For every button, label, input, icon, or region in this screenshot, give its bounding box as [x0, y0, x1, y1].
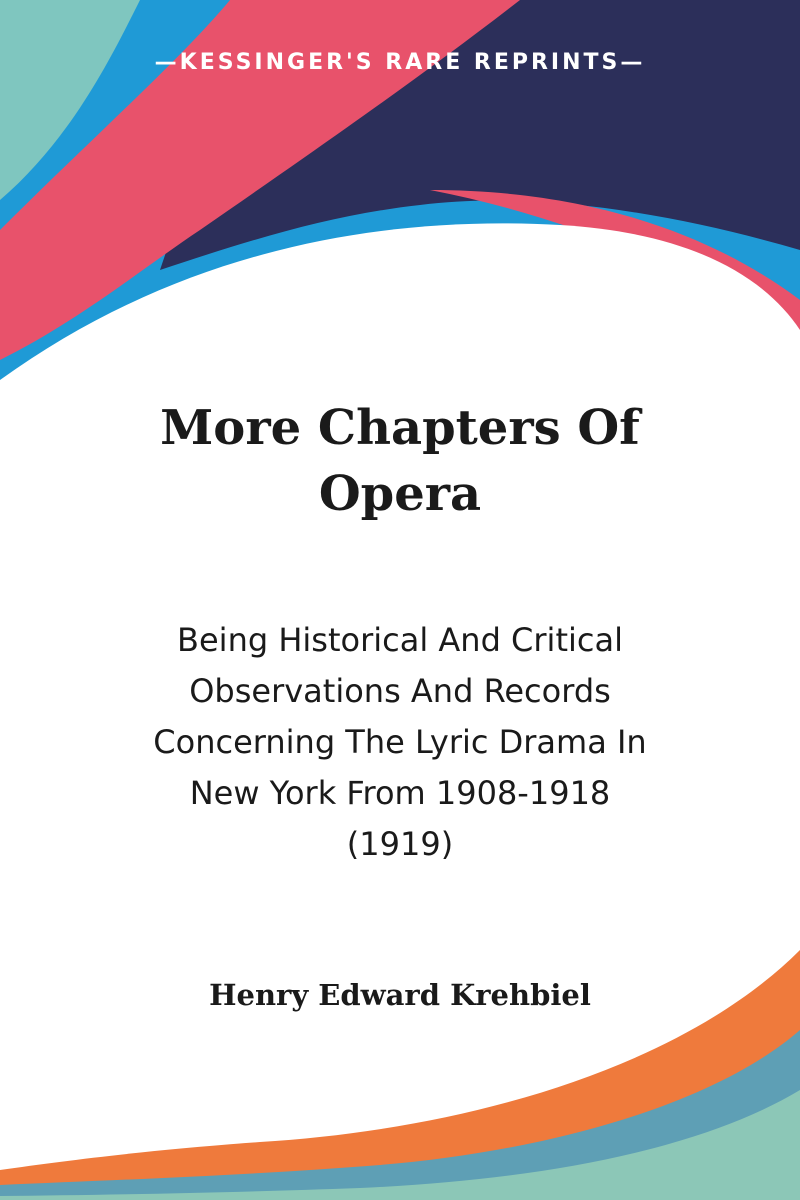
book-title [60, 395, 740, 527]
publisher-banner-text: KESSINGER'S RARE REPRINTS [179, 50, 621, 75]
book-subtitle-line-1: Being Historical And Critical [177, 621, 623, 659]
book-subtitle-line-4: New York From 1908-1918 [189, 774, 611, 812]
book-title-line-2: Opera [318, 466, 482, 522]
book-author: Henry Edward Krehbiel [209, 978, 591, 1012]
book-subtitle-line-2: Observations And Records [189, 672, 611, 710]
book-subtitle [60, 615, 740, 870]
book-title-line-1: More Chapters Of [160, 400, 640, 456]
book-subtitle-line-3: Concerning The Lyric Drama In [153, 723, 647, 761]
book-subtitle-line-5: (1919) [346, 825, 454, 863]
publisher-banner: —KESSINGER'S RARE REPRINTS— [154, 50, 646, 75]
